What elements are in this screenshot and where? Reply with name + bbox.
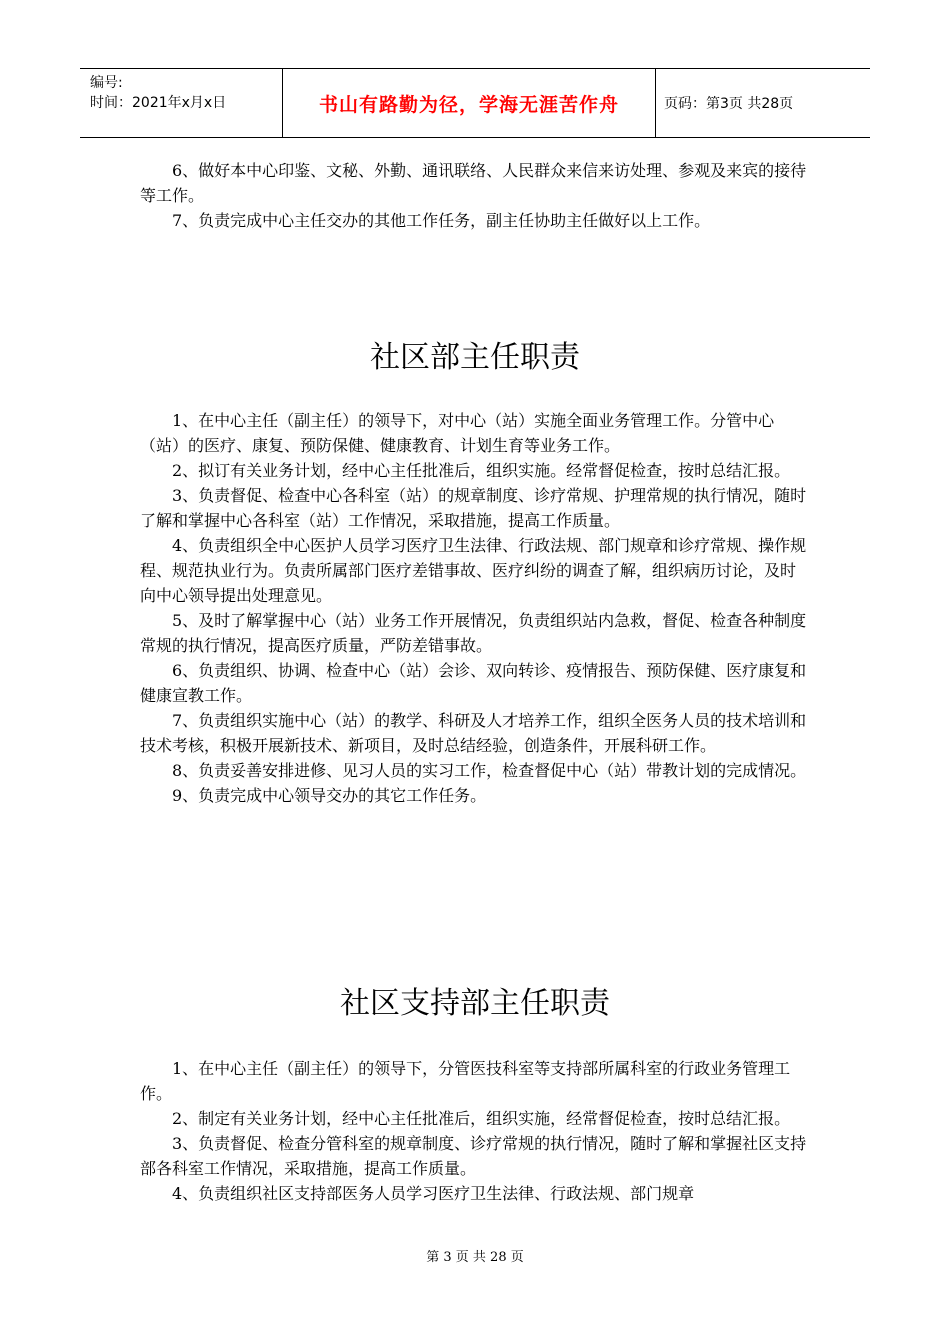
section1-text	[140, 408, 810, 808]
paragraph: 6、做好本中心印鉴、文秘、外勤、通讯联络、人民群众来信来访处理、参观及来宾的接待等工作。	[140, 161, 807, 205]
paragraph: 3、负责督促、检查分管科室的规章制度、诊疗常规的执行情况，随时了解和掌握社区支持部各科室工作情况，采取措施，提高工作质量。	[140, 1134, 807, 1178]
paragraph: 5、及时了解掌握中心（站）业务工作开展情况，负责组织站内急救，督促、检查各种制度常规的执行情况，提高医疗质量，严防差错事故。	[140, 611, 807, 655]
paragraph: 3、负责督促、检查中心各科室（站）的规章制度、诊疗常规、护理常规的执行情况，随时了解和掌握中心各科室（站）工作情况，采取措施，提高工作质量。	[140, 486, 807, 530]
document-header	[80, 68, 870, 138]
paragraph: 8、负责妥善安排进修、见习人员的实习工作，检查督促中心（站）带教计划的完成情况。	[172, 761, 807, 780]
header-meta	[80, 69, 282, 137]
paragraph: 6、负责组织、协调、检查中心（站）会诊、双向转诊、疫情报告、预防保健、医疗康复和健康宣教工作。	[140, 661, 807, 705]
paragraph: 7、负责组织实施中心（站）的教学、科研及人才培养工作，组织全医务人员的技术培训和技术考核，积极开展新技术、新项目，及时总结经验，创造条件，开展科研工作。	[140, 711, 807, 755]
section-title: 社区部主任职责	[370, 340, 580, 375]
intro-text	[140, 158, 810, 233]
section2-text	[140, 1056, 810, 1206]
paragraph: 7、负责完成中心主任交办的其他工作任务，副主任协助主任做好以上工作。	[172, 211, 711, 230]
paragraph: 4、负责组织社区支持部医务人员学习医疗卫生法律、行政法规、部门规章	[172, 1184, 695, 1203]
paragraph: 2、制定有关业务计划，经中心主任批准后，组织实施，经常督促检查，按时总结汇报。	[172, 1109, 791, 1128]
paragraph: 1、在中心主任（副主任）的领导下，分管医技科室等支持部所属科室的行政业务管理工作。	[140, 1059, 791, 1103]
header-page-info: 页码：第3页 共28页	[664, 96, 794, 112]
code-label: 编号:	[90, 75, 123, 91]
paragraph: 9、负责完成中心领导交办的其它工作任务。	[172, 786, 487, 805]
date-label: 时间：2021年x月x日	[90, 95, 227, 111]
paragraph: 1、在中心主任（副主任）的领导下，对中心（站）实施全面业务管理工作。分管中心（站）的医疗、康复、预防保健、健康教育、计划生育等业务工作。	[140, 411, 775, 455]
page-footer: 第 3 页 共 28 页	[426, 1250, 524, 1265]
header-motto: 书山有路勤为径，学海无涯苦作舟	[282, 69, 656, 137]
section-title: 社区支持部主任职责	[340, 986, 610, 1021]
paragraph: 4、负责组织全中心医护人员学习医疗卫生法律、行政法规、部门规章和诊疗常规、操作规程、规范执业行为。负责所属部门医疗差错事故、医疗纠纷的调查了解，组织病历讨论，及时向中心领导提出处理意见。	[140, 536, 807, 605]
paragraph: 2、拟订有关业务计划，经中心主任批准后，组织实施。经常督促检查，按时总结汇报。	[172, 461, 791, 480]
